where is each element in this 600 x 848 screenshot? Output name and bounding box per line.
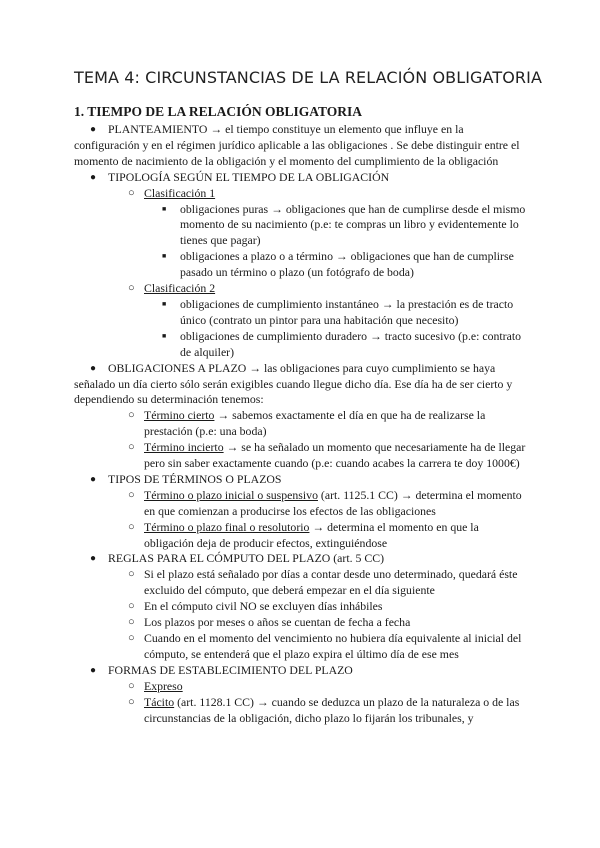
item-text: En el cómputo civil NO se excluyen días inhábiles — [144, 599, 383, 614]
list-item — [74, 297, 526, 329]
item-text: Los plazos por meses o años se cuentan de fecha a fecha — [144, 615, 411, 630]
item-text: (art. 1125.1 CC) → determina el momento en que comienzan a producirse los efectos de las obligaciones — [144, 487, 522, 518]
list-item — [74, 329, 526, 361]
list-item — [74, 281, 526, 297]
bullet-marker: ■ — [162, 252, 167, 261]
list-item — [74, 615, 526, 631]
bullet-marker: ○ — [128, 282, 135, 295]
document-body — [74, 122, 526, 726]
item-label: Término incierto — [144, 440, 224, 455]
item-text: PLANTEAMIENTO → el tiempo constituye un elemento que influye en la configuración y en el régimen jurídico aplicable a las obligaciones . Se debe distinguir entre el momento de nacimiento de la obligación y el momento del cumplimiento de la obligación — [74, 122, 520, 168]
bullet-marker: ○ — [128, 616, 135, 629]
item-text: TIPOS DE TÉRMINOS O PLAZOS — [108, 471, 282, 486]
bullet-marker: ■ — [162, 299, 167, 308]
bullet-marker: ○ — [128, 488, 135, 501]
bullet-marker: ● — [90, 362, 97, 374]
list-item — [74, 361, 526, 409]
item-text: Clasificación 1 — [144, 185, 216, 200]
item-text: obligaciones de cumplimiento instantáneo → la prestación es de tracto único (contrato un pintor para una habitación que necesito) — [180, 296, 514, 327]
item-label: Término cierto — [144, 408, 215, 423]
item-label: Término o plazo final o resolutorio — [144, 519, 310, 534]
item-text: FORMAS DE ESTABLECIMIENTO DEL PLAZO — [108, 662, 353, 677]
bullet-marker: ○ — [128, 441, 135, 454]
item-text: OBLIGACIONES A PLAZO → las obligaciones para cuyo cumplimiento se haya señalado un día cierto sólo serán exigibles cuando llegue dicho día. Ese día ha de ser cierto y dependiendo su determinación tenemos: — [74, 360, 513, 407]
list-item — [74, 170, 526, 186]
item-text: TIPOLOGÍA SEGÚN EL TIEMPO DE LA OBLIGACIÓN — [108, 169, 390, 184]
list-item — [74, 249, 526, 281]
item-text: (art. 1128.1 CC) → cuando se deduzca un plazo de la naturaleza o de las circunstancias de la obligación, dicho plazo lo fijarán los tribunales, y — [144, 694, 520, 725]
item-text: obligaciones a plazo o a término → obligaciones que han de cumplirse pasado un término o plazo (un fotógrafo de boda) — [180, 249, 514, 280]
bullet-marker: ○ — [128, 409, 135, 422]
list-item — [74, 551, 526, 567]
item-text: REGLAS PARA EL CÓMPUTO DEL PLAZO (art. 5 CC) — [108, 551, 385, 566]
list-item — [74, 202, 526, 250]
bullet-marker: ○ — [128, 520, 135, 533]
list-item — [74, 599, 526, 615]
bullet-marker: ○ — [128, 695, 135, 708]
bullet-marker: ○ — [128, 679, 135, 692]
item-text: → sabemos exactamente el día en que ha de realizarse la prestación (p.e: una boda) — [144, 408, 486, 439]
list-item — [74, 520, 526, 552]
item-text: Expreso — [144, 678, 183, 693]
bullet-marker: ○ — [128, 186, 135, 199]
list-item — [74, 122, 526, 170]
item-text: Si el plazo está señalado por días a contar desde uno determinado, quedará éste excluido del cómputo, que deberá empezar en el día siguiente — [144, 567, 518, 598]
list-item — [74, 408, 526, 440]
item-text: Cuando en el momento del vencimiento no hubiera día equivalente al inicial del cómputo, se entenderá que el plazo expira el último día de ese mes — [144, 631, 522, 661]
bullet-marker: ● — [90, 473, 97, 485]
section-heading: 1. TIEMPO DE LA RELACIÓN OBLIGATORIA — [74, 104, 363, 119]
list-item — [74, 440, 526, 472]
list-item — [74, 695, 526, 727]
list-item — [74, 631, 526, 663]
item-text: obligaciones de cumplimiento duradero → tracto sucesivo (p.e: contrato de alquiler) — [180, 328, 522, 359]
bullet-marker: ● — [90, 124, 97, 135]
list-item — [74, 186, 526, 202]
list-item — [74, 472, 526, 488]
bullet-marker: ● — [90, 553, 97, 565]
item-label: Tácito — [144, 694, 175, 709]
bullet-marker: ● — [90, 664, 97, 676]
item-text: → determina el momento en que la obligación deja de producir efectos, extinguiéndose — [144, 519, 479, 550]
item-text: obligaciones puras → obligaciones que han de cumplirse desde el mismo momento de su nacimiento (p.e: te compras un libro y evidentemente lo tienes que pagar) — [180, 201, 526, 248]
bullet-marker: ● — [90, 171, 97, 183]
list-item — [74, 663, 526, 679]
list-item — [74, 679, 526, 695]
item-text: Clasificación 2 — [144, 281, 216, 296]
bullet-marker: ■ — [162, 331, 167, 340]
list-item — [74, 488, 526, 520]
bullet-marker: ■ — [162, 204, 167, 213]
item-label: Término o plazo inicial o suspensivo — [144, 487, 318, 502]
bullet-marker: ○ — [128, 632, 135, 644]
list-item — [74, 567, 526, 599]
item-text: → se ha señalado un momento que necesariamente ha de llegar pero sin saber exactamente cuando (p.e: cuando acabes la carrera te doy 1000€) — [144, 440, 526, 471]
bullet-marker: ○ — [128, 568, 135, 581]
page-title: TEMA 4: CIRCUNSTANCIAS DE LA RELACIÓN OBLIGATORIA — [74, 68, 543, 87]
bullet-marker: ○ — [128, 600, 135, 613]
